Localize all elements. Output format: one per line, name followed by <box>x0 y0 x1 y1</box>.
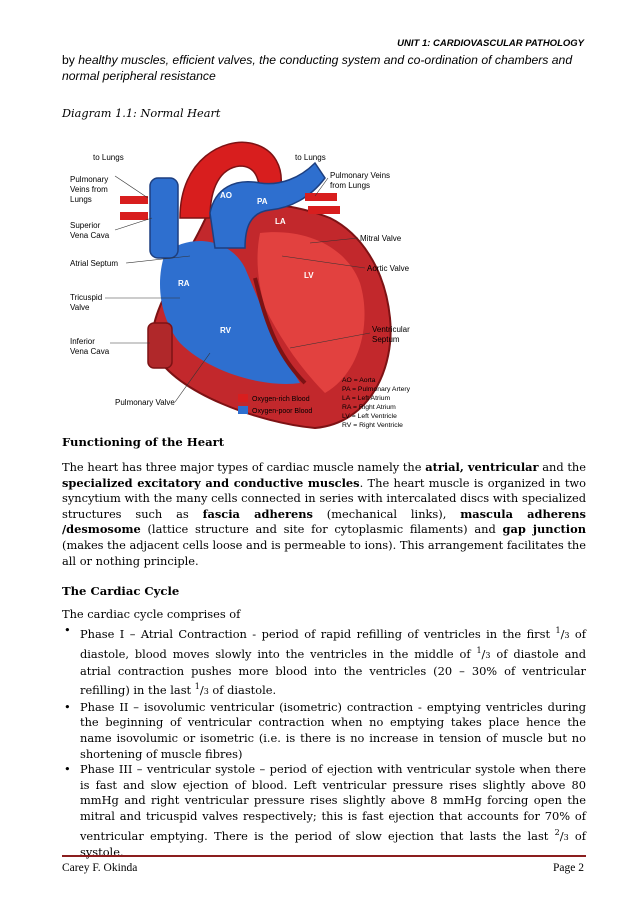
phase-2-item: • Phase II – isovolumic ventricular (isometric) contraction - emptying ventricles during the beginning of ventricular contraction when no emptying takes place hence the name isovolumic or isometric (i.e. is there is no increase in tension of muscle but no shortening of muscle fibres) <box>62 700 586 762</box>
abbrev-la: LA = Left Atrium <box>342 395 391 402</box>
pulmonary-vein-right-2 <box>308 206 340 214</box>
fn-text-5: (lattice structure and site for cytoplasmic filaments) and <box>140 522 503 537</box>
abbrev-pa: PA = Pulmonary Artery <box>342 386 411 393</box>
fn-bold-atrial: atrial, ventricular <box>425 460 539 474</box>
footer-rule <box>62 855 586 857</box>
functioning-heading: Functioning of the Heart <box>62 435 225 449</box>
label-svc-1: Superior <box>70 221 101 230</box>
phase-3-item: • Phase III – ventricular systole – period of ejection with ventricular systole when there is fast and slow ejection of blood. Left ventricular pressure rises slightly above 80 mmHg and right ventricular pressure rises slightly above 8 mmHg forcing open the mitral and tricuspid valves respectively; this is fast ejection that accounts for 70% of ventricular emptying. There is the period of slow ejection that lasts the last $^2$/3 of systole. <box>62 762 586 860</box>
fn-bold-gap: gap junction <box>502 522 586 537</box>
label-mitral-valve: Mitral Valve <box>360 234 402 243</box>
legend-oxygen-rich-swatch <box>238 394 248 402</box>
fn-bold-specialized: specialized excitatory and conductive muscles <box>62 475 360 490</box>
label-atrial-septum: Atrial Septum <box>70 259 119 268</box>
intro-paragraph <box>62 52 586 84</box>
fn-bold-mascula: mascula adherens /desmosome <box>62 506 586 537</box>
inferior-vena-cava <box>148 323 172 368</box>
running-header: UNIT 1: CARDIOVASCULAR PATHOLOGY <box>397 38 584 49</box>
diagram-caption: Diagram 1.1: Normal Heart <box>62 107 221 120</box>
fn-text-3: . The heart muscle is organized in two syncytium with the many cells connected in series with intercalated discs with specialized structures such as <box>62 475 587 521</box>
label-ao: AO <box>220 191 232 200</box>
phase-1-item: • Phase I – Atrial Contraction - period of rapid refilling of ventricles in the first $^1$/3 of diastole, blood moves slowly into the ventricles in the middle of $^1$/3 of diastole and atrial contraction pushes more blood into the ventricles (20 – 30% of ventricular refilling) in the last $^1$/3 of diastole. <box>62 623 586 700</box>
label-ivc-1: Inferior <box>70 337 95 346</box>
footer-author: Carey F. Okinda <box>62 862 138 874</box>
label-rv: RV <box>220 326 231 335</box>
label-pa: PA <box>257 197 268 206</box>
label-aortic-valve: Aortic Valve <box>367 264 410 273</box>
fn-text-1: The heart has three major types of cardiac muscle namely the <box>62 460 426 474</box>
abbrev-ra: RA = Right Atrium <box>342 404 396 411</box>
label-svc-2: Vena Cava <box>70 231 110 240</box>
label-ra: RA <box>178 279 190 288</box>
legend-oxygen-poor-swatch <box>238 406 248 414</box>
fn-bold-fascia: fascia adherens <box>202 506 313 521</box>
legend-oxygen-poor-label: Oxygen-poor Blood <box>252 408 313 415</box>
cardiac-cycle-intro: The cardiac cycle comprises of <box>62 607 241 621</box>
label-ventricular-septum-2: Septum <box>372 335 400 344</box>
label-pulm-veins-l3: Lungs <box>70 195 92 204</box>
label-ivc-2: Vena Cava <box>70 347 110 356</box>
pulmonary-vein-left-1 <box>120 196 148 204</box>
phase-list <box>62 623 586 861</box>
abbrev-ao: AO = Aorta <box>342 377 376 384</box>
label-lv: LV <box>304 271 314 280</box>
label-pulm-veins-r1: Pulmonary Veins <box>330 171 391 180</box>
footer-page-number: Page 2 <box>553 862 584 874</box>
fn-text-6: (makes the adjacent cells loose and is permeable to ions). This arrangement facilitates the all or nothing principle. <box>62 537 586 568</box>
legend-oxygen-rich-label: Oxygen-rich Blood <box>252 396 310 403</box>
label-tricuspid-2: Valve <box>70 303 90 312</box>
label-pulm-veins-l1: Pulmonary <box>70 175 109 184</box>
label-pulmonary-valve: Pulmonary Valve <box>115 398 175 407</box>
abbrev-lv: LV = Left Ventricle <box>342 413 397 420</box>
fn-text-2: and the <box>538 460 586 474</box>
pulmonary-vein-left-2 <box>120 212 148 220</box>
pulmonary-vein-right-1 <box>305 193 337 201</box>
label-tricuspid-1: Tricuspid <box>70 293 103 302</box>
label-to-lungs-right: to Lungs <box>295 153 326 162</box>
intro-lead: by <box>62 53 75 67</box>
label-pulm-veins-r2: from Lungs <box>330 181 371 190</box>
cardiac-cycle-heading: The Cardiac Cycle <box>62 584 180 598</box>
label-pulm-veins-l2: Veins from <box>70 185 108 194</box>
label-to-lungs-left: to Lungs <box>93 153 124 162</box>
superior-vena-cava <box>150 178 178 258</box>
heart-diagram <box>60 138 530 438</box>
abbrev-rv: RV = Right Ventricle <box>342 422 403 429</box>
functioning-paragraph <box>62 460 586 569</box>
label-ventricular-septum-1: Ventricular <box>372 325 410 334</box>
intro-rest: healthy muscles, efficient valves, the conducting system and co-ordination of chambers and normal peripheral resistance <box>62 53 573 83</box>
fn-text-4: (mechanical links), <box>312 506 461 521</box>
label-la: LA <box>275 217 286 226</box>
